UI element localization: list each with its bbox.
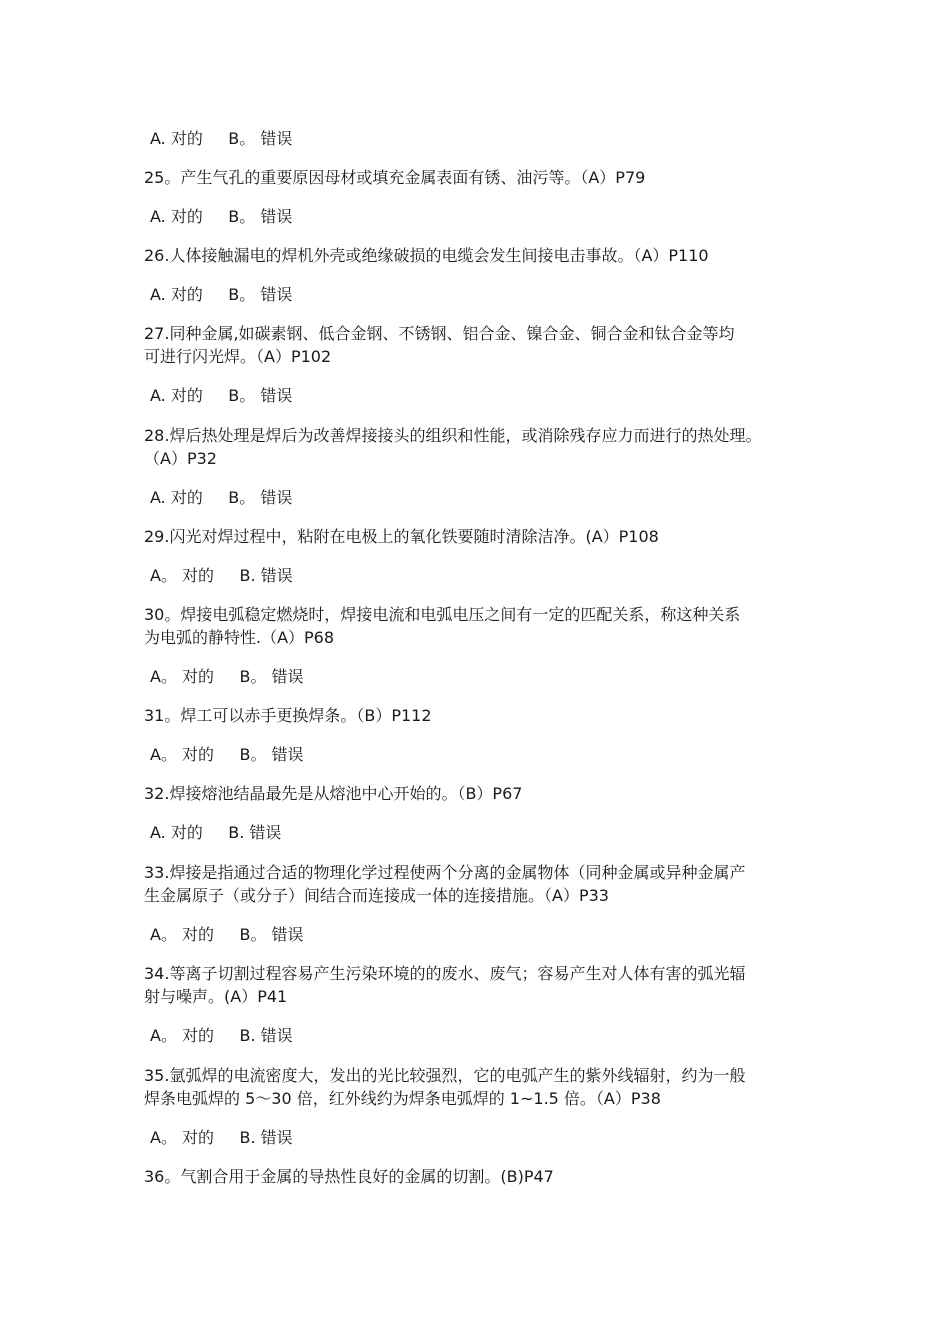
question-32: 32.焊接熔池结晶最先是从熔池中心开始的。（B）P67 [144, 784, 523, 803]
question-31: 31。焊工可以赤手更换焊条。（B）P112 [144, 706, 432, 725]
question-25: 25。产生气孔的重要原因母材或填充金属表面有锈、油污等。（A）P79 [144, 168, 646, 187]
question-35: 35.氩弧焊的电流密度大，发出的光比较强烈，它的电弧产生的紫外线辐射，约为一般 [144, 1066, 746, 1085]
question-35-continued: 焊条电弧焊的 5～30 倍，红外线约为焊条电弧焊的 1~1.5 倍。（A）P38 [144, 1089, 661, 1108]
question-30: 30。焊接电弧稳定燃烧时，焊接电流和电弧电压之间有一定的匹配关系，称这种关系 [144, 605, 741, 624]
answer-options: A。 对的 B。 错误 [150, 925, 304, 944]
answer-options: A。 对的 B。 错误 [150, 667, 304, 686]
answer-options: A. 对的 B。 错误 [150, 386, 293, 405]
question-30-continued: 为电弧的静特性.（A）P68 [144, 628, 335, 647]
question-33: 33.焊接是指通过合适的物理化学过程使两个分离的金属物体（同种金属或异种金属产 [144, 863, 746, 882]
question-36: 36。气割合用于金属的导热性良好的金属的切割。(B)P47 [144, 1167, 554, 1186]
question-34-continued: 射与噪声。(A）P41 [144, 987, 288, 1006]
question-27: 27.同种金属,如碳素钢、低合金钢、不锈钢、铝合金、镍合金、铜合金和钛合金等均 [144, 324, 735, 343]
answer-options: A. 对的 B。 错误 [150, 207, 293, 226]
answer-options: A。 对的 B. 错误 [150, 1128, 293, 1147]
answer-options: A. 对的 B。 错误 [150, 285, 293, 304]
answer-options: A。 对的 B。 错误 [150, 745, 304, 764]
question-34: 34.等离子切割过程容易产生污染环境的的废水、废气；容易产生对人体有害的弧光辐 [144, 964, 746, 983]
answer-options: A。 对的 B. 错误 [150, 1026, 293, 1045]
question-26: 26.人体接触漏电的焊机外壳或绝缘破损的电缆会发生间接电击事故。（A）P110 [144, 246, 709, 265]
question-27-continued: 可进行闪光焊。（A）P102 [144, 347, 332, 366]
question-33-continued: 生金属原子（或分子）间结合而连接成一体的连接措施。（A）P33 [144, 886, 609, 905]
answer-options: A。 对的 B. 错误 [150, 566, 293, 585]
answer-options: A. 对的 B。 错误 [150, 488, 293, 507]
question-28-continued: （A）P32 [144, 449, 217, 468]
question-29: 29.闪光对焊过程中，粘附在电极上的氧化铁要随时清除洁净。(A）P108 [144, 527, 659, 546]
answer-options: A. 对的 B. 错误 [150, 823, 282, 842]
question-28: 28.焊后热处理是焊后为改善焊接接头的组织和性能，或消除残存应力而进行的热处理。 [144, 426, 762, 445]
answer-options: A. 对的 B。 错误 [150, 129, 293, 148]
